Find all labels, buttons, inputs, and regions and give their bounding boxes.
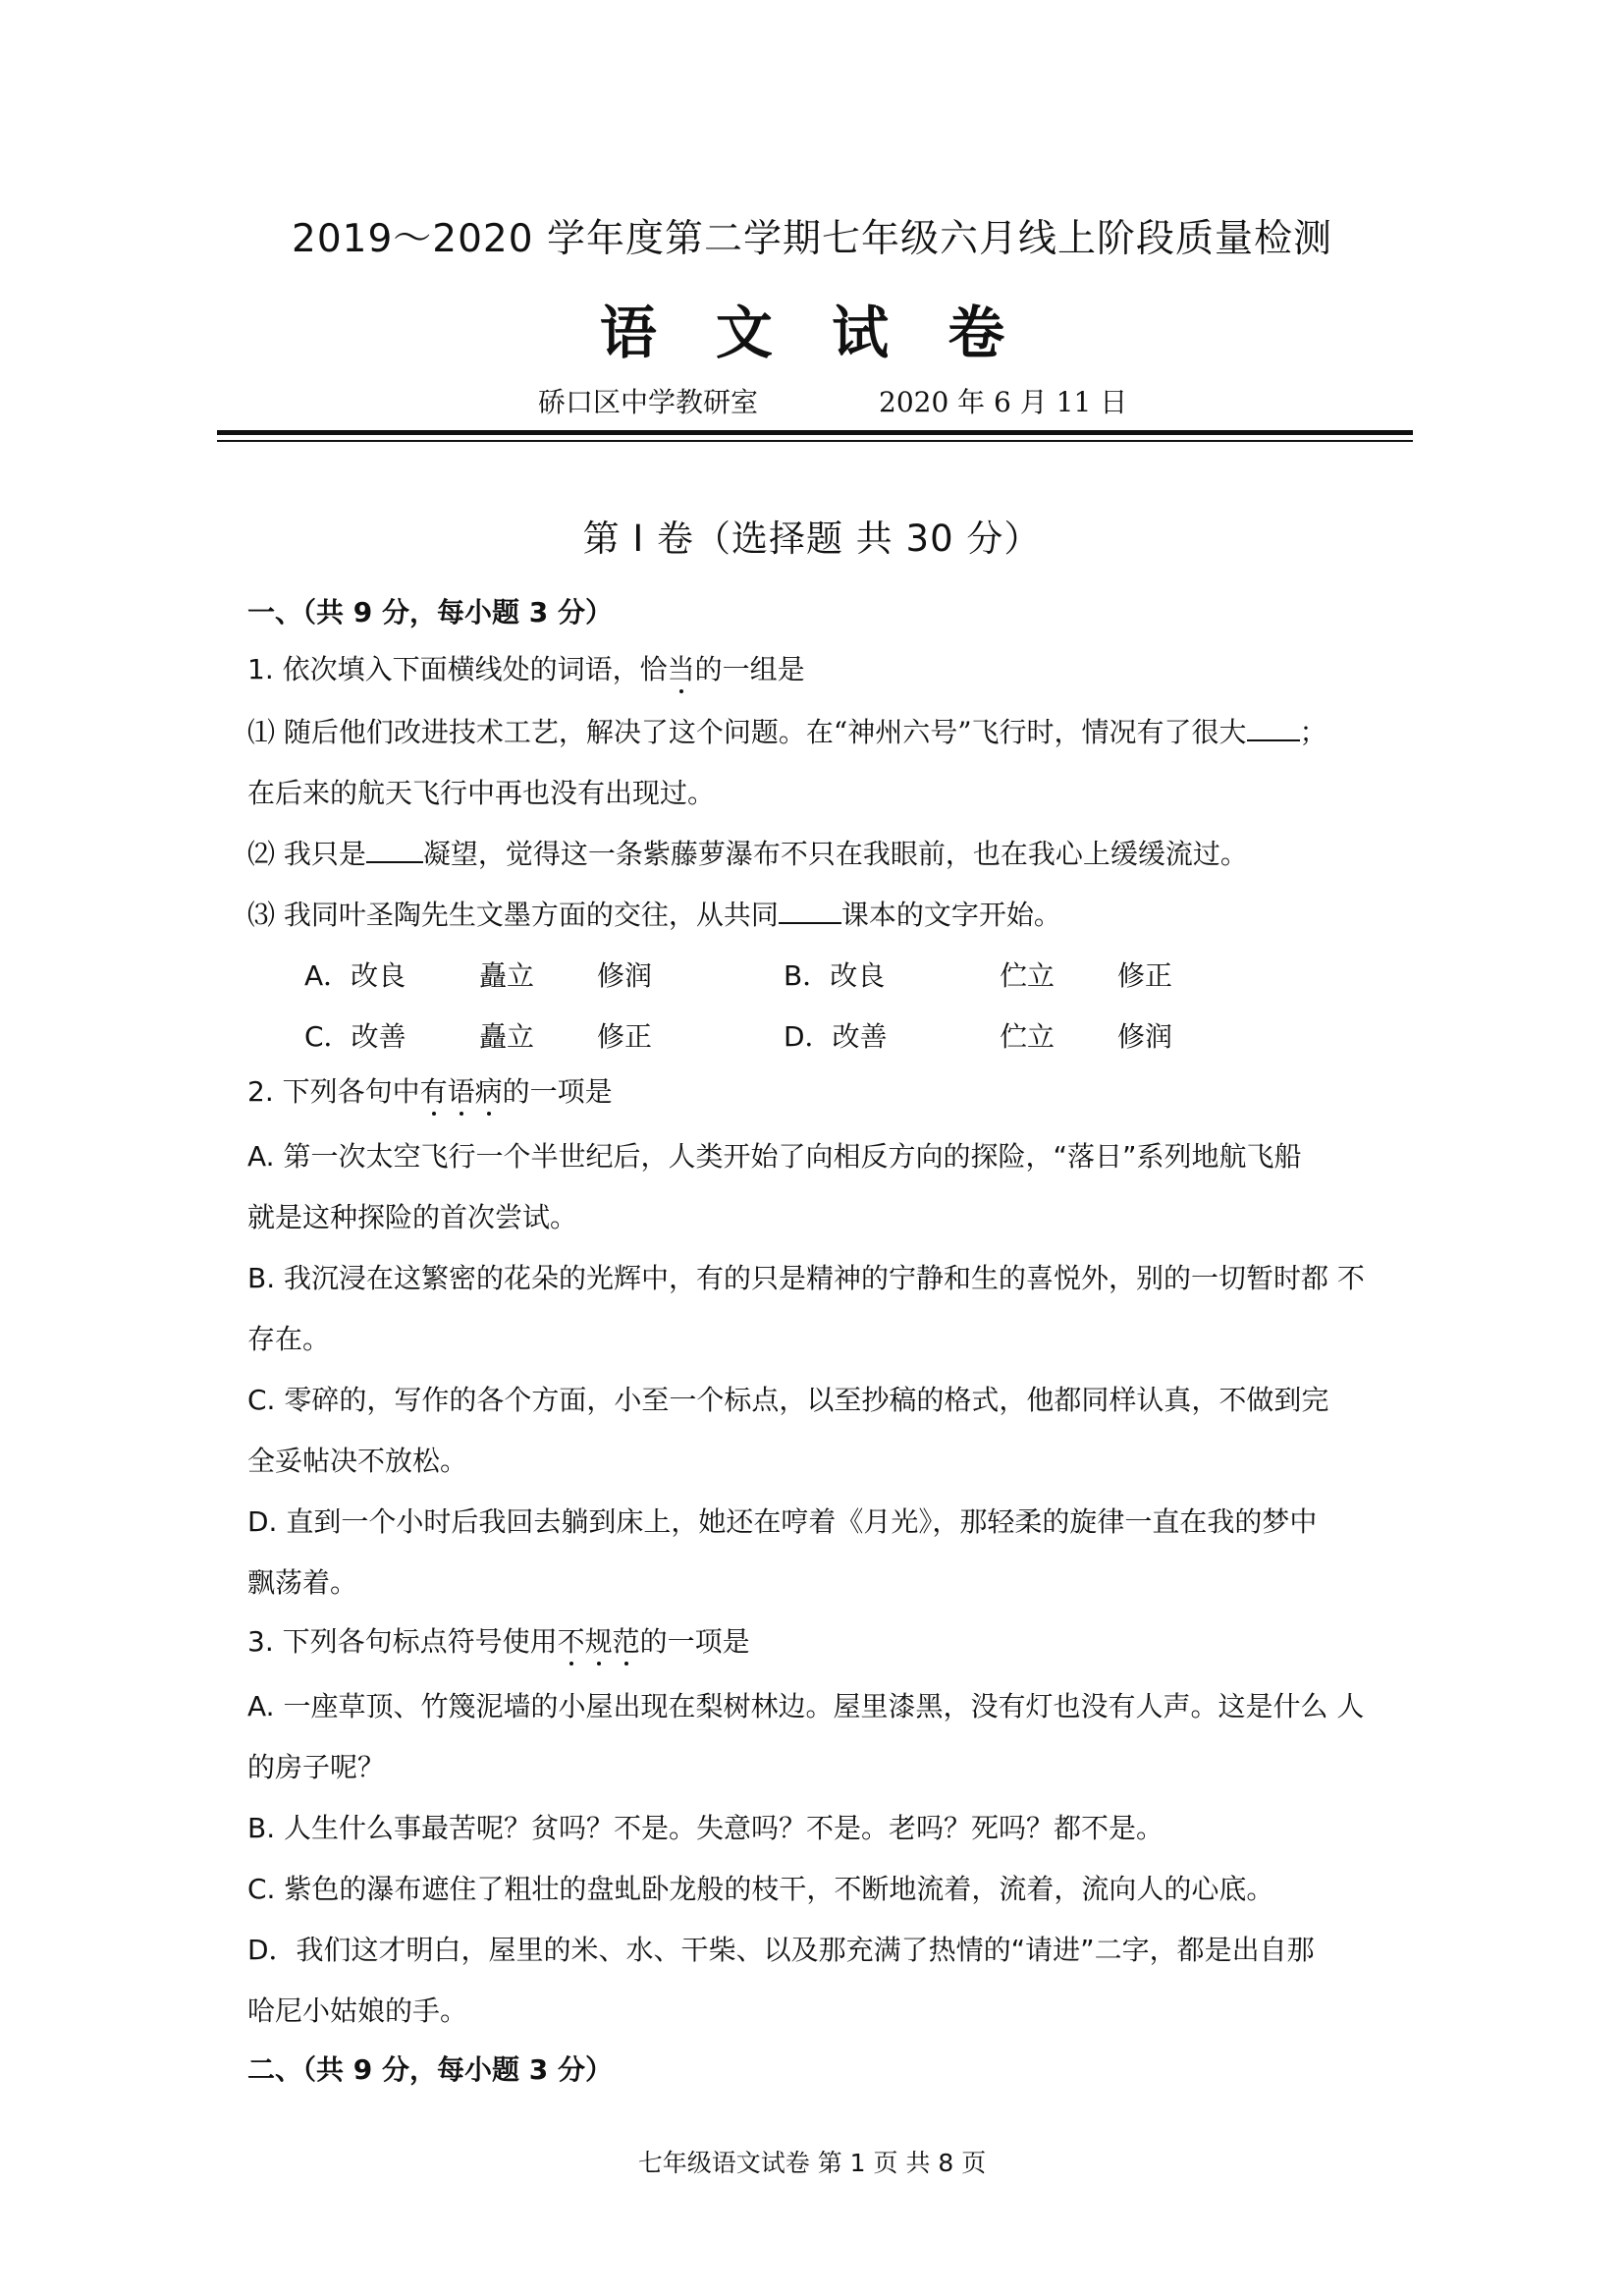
q1-option-b-label: B．改良	[784, 959, 886, 992]
emphasis-dot: 病	[474, 1075, 503, 1108]
q1-sentence-1-cont: 在后来的航天飞行中再也没有出现过。	[247, 777, 716, 809]
q2-option-d-cont: 飘荡着。	[247, 1566, 358, 1599]
q3-option-a: A. 一座草顶、竹篾泥墙的小屋出现在梨树林边。屋里漆黑，没有灯也没有人声。这是什么 人	[247, 1690, 1365, 1722]
answer-blank	[366, 838, 423, 863]
q1-sentence-1: ⑴ 随后他们改进技术工艺，解决了这个问题。在“神州六号”飞行时，情况有了很大 ；	[247, 716, 1327, 748]
q3-option-d: D．我们这才明白，屋里的米、水、干柴、以及那充满了热情的“请进”二字，都是出自那	[247, 1934, 1315, 1966]
volume-heading: 第 I 卷（选择题 共 30 分）	[582, 518, 1042, 560]
section-heading-1: 一、（共 9 分，每小题 3 分）	[247, 596, 613, 628]
q2-option-c-cont: 全妥帖决不放松。	[247, 1445, 468, 1477]
q2-stem: 2. 下列各句中有语病的一项是	[247, 1075, 613, 1108]
q1-option-c-word1: 矗立	[479, 1020, 535, 1053]
exam-title: 2019～2020 学年度第二学期七年级六月线上阶段质量检测	[292, 217, 1332, 261]
q1-option-c-word2: 修正	[597, 1020, 653, 1053]
answer-blank	[779, 899, 841, 924]
emphasis-dot: 不	[557, 1625, 585, 1658]
header-rule-thick	[217, 430, 1413, 435]
q2-option-c: C. 零碎的，写作的各个方面，小至一个标点，以至抄稿的格式，他都同样认真，不做到完	[247, 1384, 1329, 1416]
section-heading-2: 二、（共 9 分，每小题 3 分）	[247, 2053, 613, 2086]
q1-sentence-2: ⑵ 我只是 凝望，觉得这一条紫藤萝瀑布不只在我眼前，也在我心上缓缓流过。	[247, 838, 1248, 870]
q1-sentence-3: ⑶ 我同叶圣陶先生文墨方面的交往，从共同 课本的文字开始。	[247, 899, 1061, 931]
answer-blank	[1247, 716, 1300, 741]
q1-option-d-word1: 伫立	[1000, 1020, 1056, 1053]
q1-option-c-label: C．改善	[304, 1020, 406, 1053]
q1-option-b-word1: 伫立	[1000, 959, 1056, 992]
q3-option-a-cont: 的房子呢？	[247, 1751, 386, 1783]
page-footer: 七年级语文试卷 第 1 页 共 8 页	[637, 2149, 987, 2177]
q1-option-d-word2: 修润	[1117, 1020, 1173, 1053]
q3-option-d-cont: 哈尼小姑娘的手。	[247, 1994, 468, 2027]
q2-option-d: D. 直到一个小时后我回去躺到床上，她还在哼着《月光》，那轻柔的旋律一直在我的梦中	[247, 1505, 1318, 1538]
emphasis-dot: 范	[612, 1625, 640, 1658]
q1-option-a-word1: 矗立	[479, 959, 535, 992]
q1-option-a-word2: 修润	[597, 959, 653, 992]
issuer: 硚口区中学教研室	[538, 386, 759, 418]
header-rule-thin	[217, 440, 1413, 442]
q3-option-b: B. 人生什么事最苦呢？贫吗？不是。失意吗？不是。老吗？死吗？都不是。	[247, 1812, 1164, 1844]
exam-date: 2020 年 6 月 11 日	[879, 386, 1128, 418]
q2-option-a: A. 第一次太空飞行一个半世纪后，人类开始了向相反方向的探险，“落日”系列地航飞船	[247, 1140, 1302, 1173]
q2-option-a-cont: 就是这种探险的首次尝试。	[247, 1201, 578, 1233]
q1-option-d-label: D．改善	[784, 1020, 888, 1053]
emphasis-dot: 规	[584, 1625, 613, 1658]
emphasis-dot: 语	[447, 1075, 475, 1108]
q3-option-c: C. 紫色的瀑布遮住了粗壮的盘虬卧龙般的枝干，不断地流着，流着，流向人的心底。	[247, 1873, 1274, 1905]
q1-stem: 1. 依次填入下面横线处的词语，恰当的一组是	[247, 653, 805, 685]
subject-title: 语 文 试 卷	[599, 300, 1025, 366]
q2-option-b: B. 我沉浸在这繁密的花朵的光辉中，有的只是精神的宁静和生的喜悦外，别的一切暂时都 不	[247, 1262, 1365, 1294]
q1-option-a-label: A．改良	[304, 959, 406, 992]
emphasis-dot: 有	[419, 1075, 448, 1108]
emphasis-dot: 当	[667, 653, 695, 685]
q3-stem: 3. 下列各句标点符号使用不规范的一项是	[247, 1625, 750, 1658]
q2-option-b-cont: 存在。	[247, 1323, 331, 1355]
q1-option-b-word2: 修正	[1117, 959, 1173, 992]
